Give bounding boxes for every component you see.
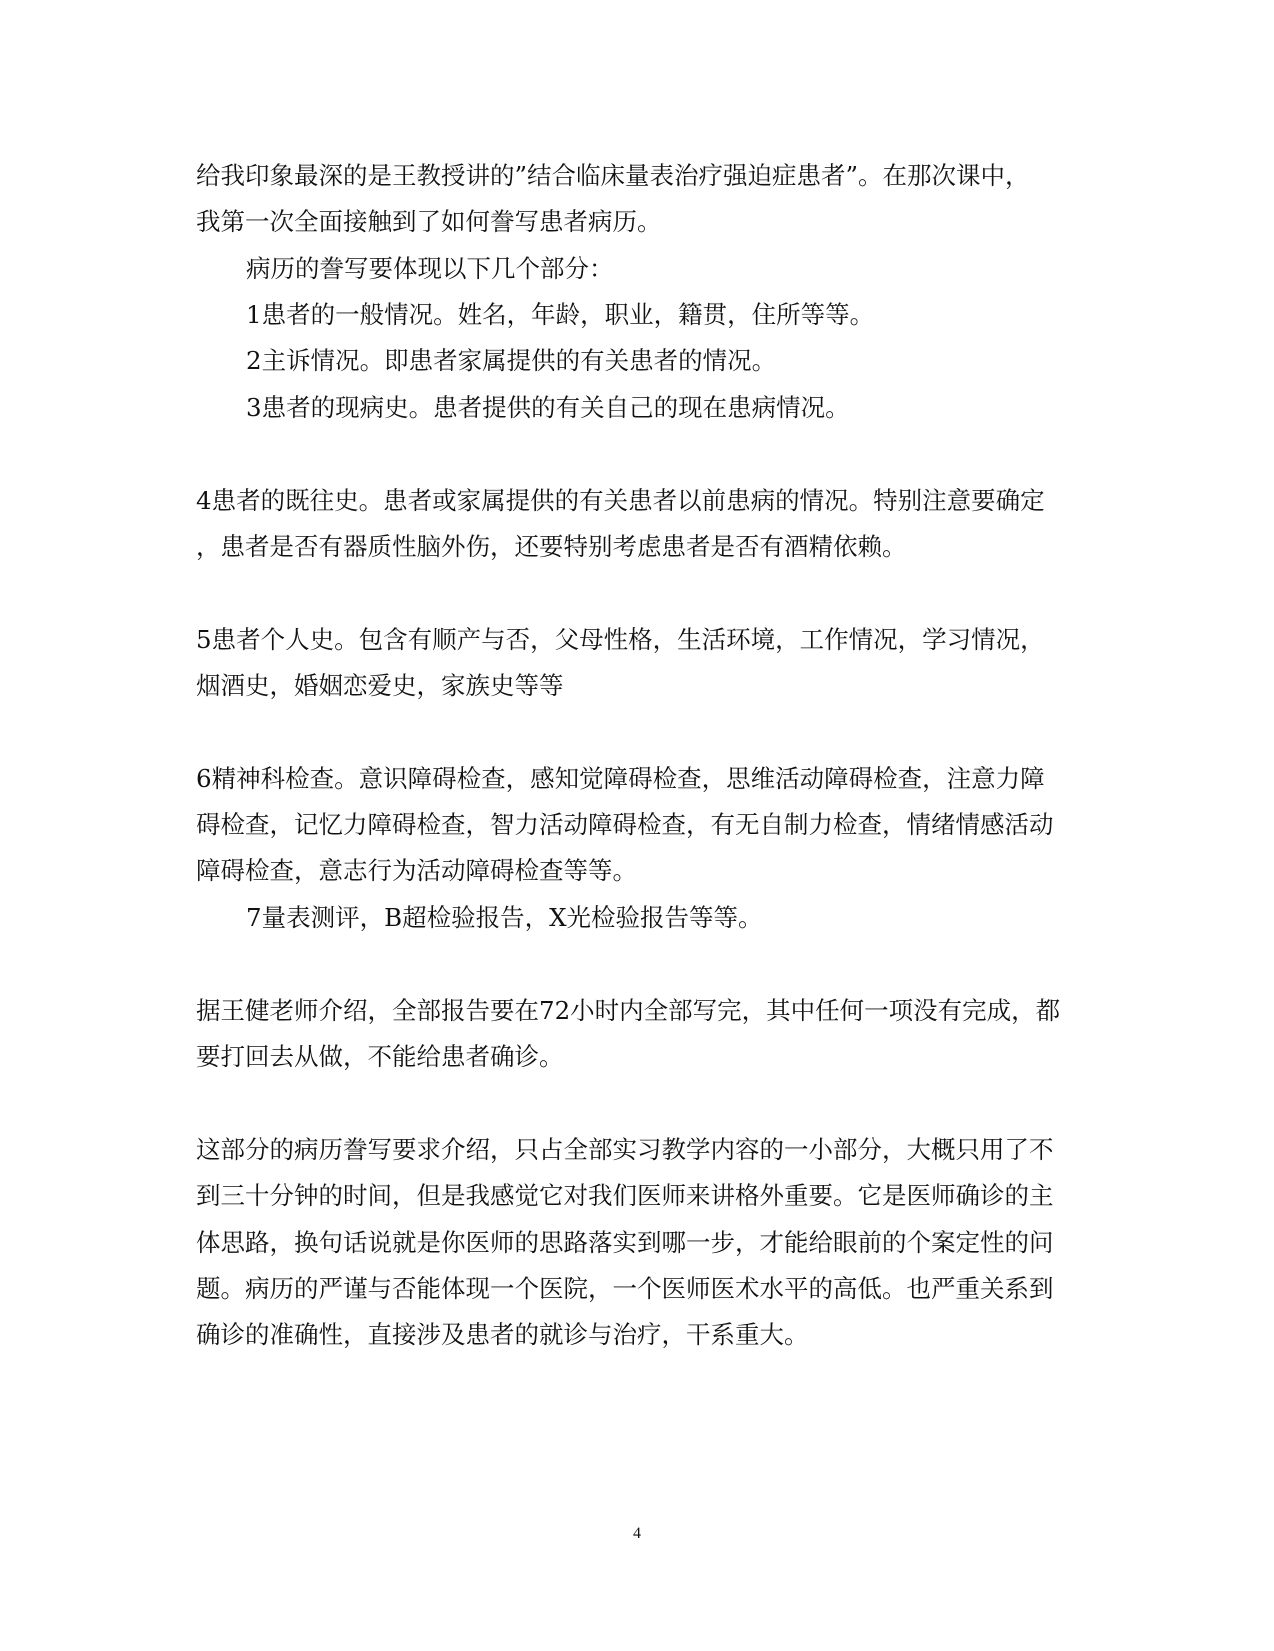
text-line: 体思路，换句话说就是你医师的思路落实到哪一步，才能给眼前的个案定性的问: [196, 1228, 1054, 1257]
page-number: 4: [633, 1525, 641, 1542]
text-line: 1患者的一般情况。姓名，年龄，职业，籍贯，住所等等。: [246, 300, 875, 329]
text-line: 这部分的病历誊写要求介绍，只占全部实习教学内容的一小部分，大概只用了不: [196, 1135, 1054, 1164]
text-line: 4患者的既往史。患者或家属提供的有关患者以前患病的情况。特别注意要确定: [196, 486, 1045, 515]
text-line: 病历的誊写要体现以下几个部分：: [246, 254, 614, 283]
text-line: 6精神科检查。意识障碍检查，感知觉障碍检查，思维活动障碍检查，注意力障: [196, 764, 1045, 793]
text-line: 要打回去从做，不能给患者确诊。: [196, 1042, 564, 1071]
text-line: 给我印象最深的是王教授讲的”结合临床量表治疗强迫症患者”。在那次课中，: [196, 161, 1030, 190]
text-line: 确诊的准确性，直接涉及患者的就诊与治疗，干系重大。: [196, 1320, 809, 1349]
text-line: 到三十分钟的时间，但是我感觉它对我们医师来讲格外重要。它是医师确诊的主: [196, 1181, 1054, 1210]
text-line: 7量表测评，B超检验报告，X光检验报告等等。: [246, 903, 763, 932]
text-line: 据王健老师介绍，全部报告要在72小时内全部写完，其中任何一项没有完成，都: [196, 996, 1061, 1025]
text-line: 障碍检查，意志行为活动障碍检查等等。: [196, 856, 637, 885]
text-line: 5患者个人史。包含有顺产与否，父母性格，生活环境，工作情况，学习情况，: [196, 625, 1045, 654]
text-line: 2主诉情况。即患者家属提供的有关患者的情况。: [246, 346, 777, 375]
text-line: 3患者的现病史。患者提供的有关自己的现在患病情况。: [246, 393, 850, 422]
text-line: 题。病历的严谨与否能体现一个医院，一个医师医术水平的高低。也严重关系到: [196, 1274, 1054, 1303]
text-line: 烟酒史，婚姻恋爱史，家族史等等: [196, 671, 564, 700]
text-line: 我第一次全面接触到了如何誊写患者病历。: [196, 207, 662, 236]
text-line: ，患者是否有器质性脑外伤，还要特别考虑患者是否有酒精依赖。: [196, 532, 907, 561]
text-line: 碍检查，记忆力障碍检查，智力活动障碍检查，有无自制力检查，情绪情感活动: [196, 810, 1054, 839]
